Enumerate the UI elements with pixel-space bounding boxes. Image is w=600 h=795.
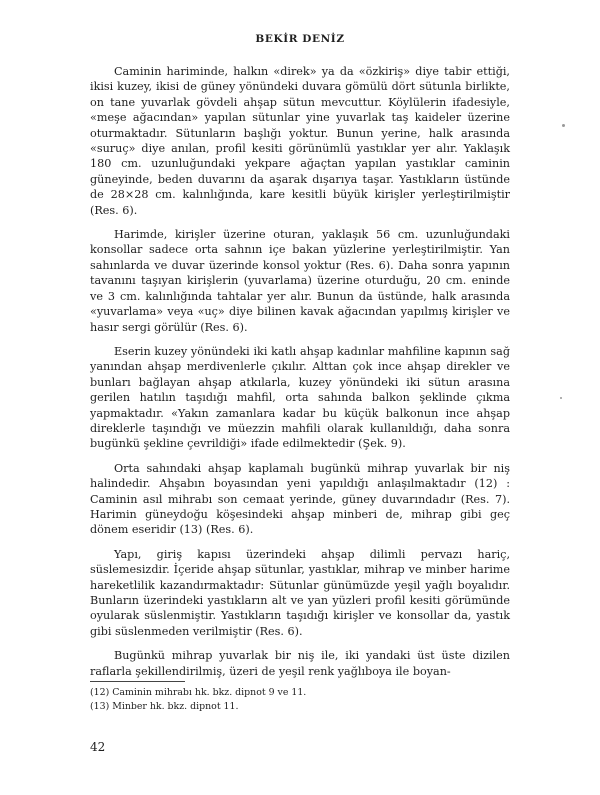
running-header: BEKİR DENİZ [255, 33, 345, 45]
scan-speck [562, 124, 565, 127]
page-number: 42 [90, 740, 106, 754]
body-text [90, 64, 510, 688]
paragraph-5: Yapı, giriş kapısı üzerindeki ahşap dilimli pervazı hariç, süslemesizdir. İçeride ahşap sütunlar, yastıklar, mihrap ve minber harime hareketlilik kazandırmaktadır: Sütunlar günümüzde yeşil yağlı boyalıdır. Bunların üzerindeki yastıkların alt ve yan yüzleri profil kesiti görümünde oyularak süslenmiştir. Yastıkların taşıdığı kirişler ve konsollar da, yastık gibi süslenmeden verilmiştir (Res. 6). [90, 547, 510, 638]
footnote-12: (12) Caminin mihrabı hk. bkz. dipnot 9 ve 11. [90, 687, 307, 698]
paragraph-2: Harimde, kirişler üzerine oturan, yaklaşık 56 cm. uzunluğundaki konsollar sadece orta sahnın içe bakan yüzlerine yerleştirilmiştir. Yan sahınlarda ve duvar üzerinde konsol yoktur (Res. 6). Daha sonra yapının tavanını taşıyan kirişlerin (yuvarlama) üzerine oturduğu, 20 cm. eninde ve 3 cm. kalınlığında tahtalar yer alır. Bunun da üstünde, halk arasında «yuvarlama» veya «uç» diye bilinen kavak ağacından yapılmış kirişler ve hasır sergi görülür (Res. 6). [90, 228, 510, 334]
paragraph-4: Orta sahındaki ahşap kaplamalı bugünkü mihrap yuvarlak bir niş halindedir. Ahşabın boyasından yeni yapıldığı anlaşılmaktadır (12) : Caminin asıl mihrabı son cemaat yerinde, güney duvarındadır (Res. 7). Harimin güneydoğu köşesindeki ahşap minberi de, mihrap gibi geç dönem eseridir (13) (Res. 6). [90, 461, 510, 537]
paragraph-3: Eserin kuzey yönündeki iki katlı ahşap kadınlar mahfiline kapının sağ yanından ahşap merdivenlerle çıkılır. Alttan çok ince ahşap direkler ve bunları bağlayan ahşap atkılarla, kuzey yönündeki iki sütun arasına gerilen hatılın taşıdığı mahfil, orta sahında balkon şeklinde çıkma yapmaktadır. «Yakın zamanlara kadar bu küçük balkonun ince ahşap direklerle taşındığı ve müezzin mahfili olarak kullanıldığı, daha sonra bugünkü şekline çevrildiği» ifade edilmektedir (Şek. 9). [90, 344, 510, 451]
footnotes [90, 686, 510, 713]
paragraph-1: Caminin hariminde, halkın «direk» ya da «özkiriş» diye tabir ettiği, ikisi kuzey, ikisi de güney yönündeki duvara gömülü dört sütunla birlikte, on tane yuvarlak gövdeli ahşap sütun mevcuttur. Köylülerin ifadesiyle, «meşe ağacından» yapılan sütunlar yine yuvarlak taş kaideler üzerine oturmaktadır. Sütunların başlığı yoktur. Bunun yerine, halk arasında «suruç» diye anılan, profil kesiti görünümlü yastıklar yer alır. Yaklaşık 180 cm. uzunluğundaki yekpare ağaçtan yapılan yastıklar caminin güneyinde, beden duvarını da aşarak dışarıya taşar. Yastıkların üstünde de 28×28 cm. kalınlığında, kare kesitli büyük kirişler yerleştirilmiştir (Res. 6). [90, 65, 510, 217]
footnote-13: (13) Minber hk. bkz. dipnot 11. [90, 700, 239, 712]
footnote-divider [90, 681, 185, 682]
paragraph-6: Bugünkü mihrap yuvarlak bir niş ile, iki yandaki üst üste dizilen raflarla şekillendirilmiş, üzeri de yeşil renk yağlıboya ile boyan- [90, 649, 510, 678]
scan-speck [560, 397, 562, 399]
